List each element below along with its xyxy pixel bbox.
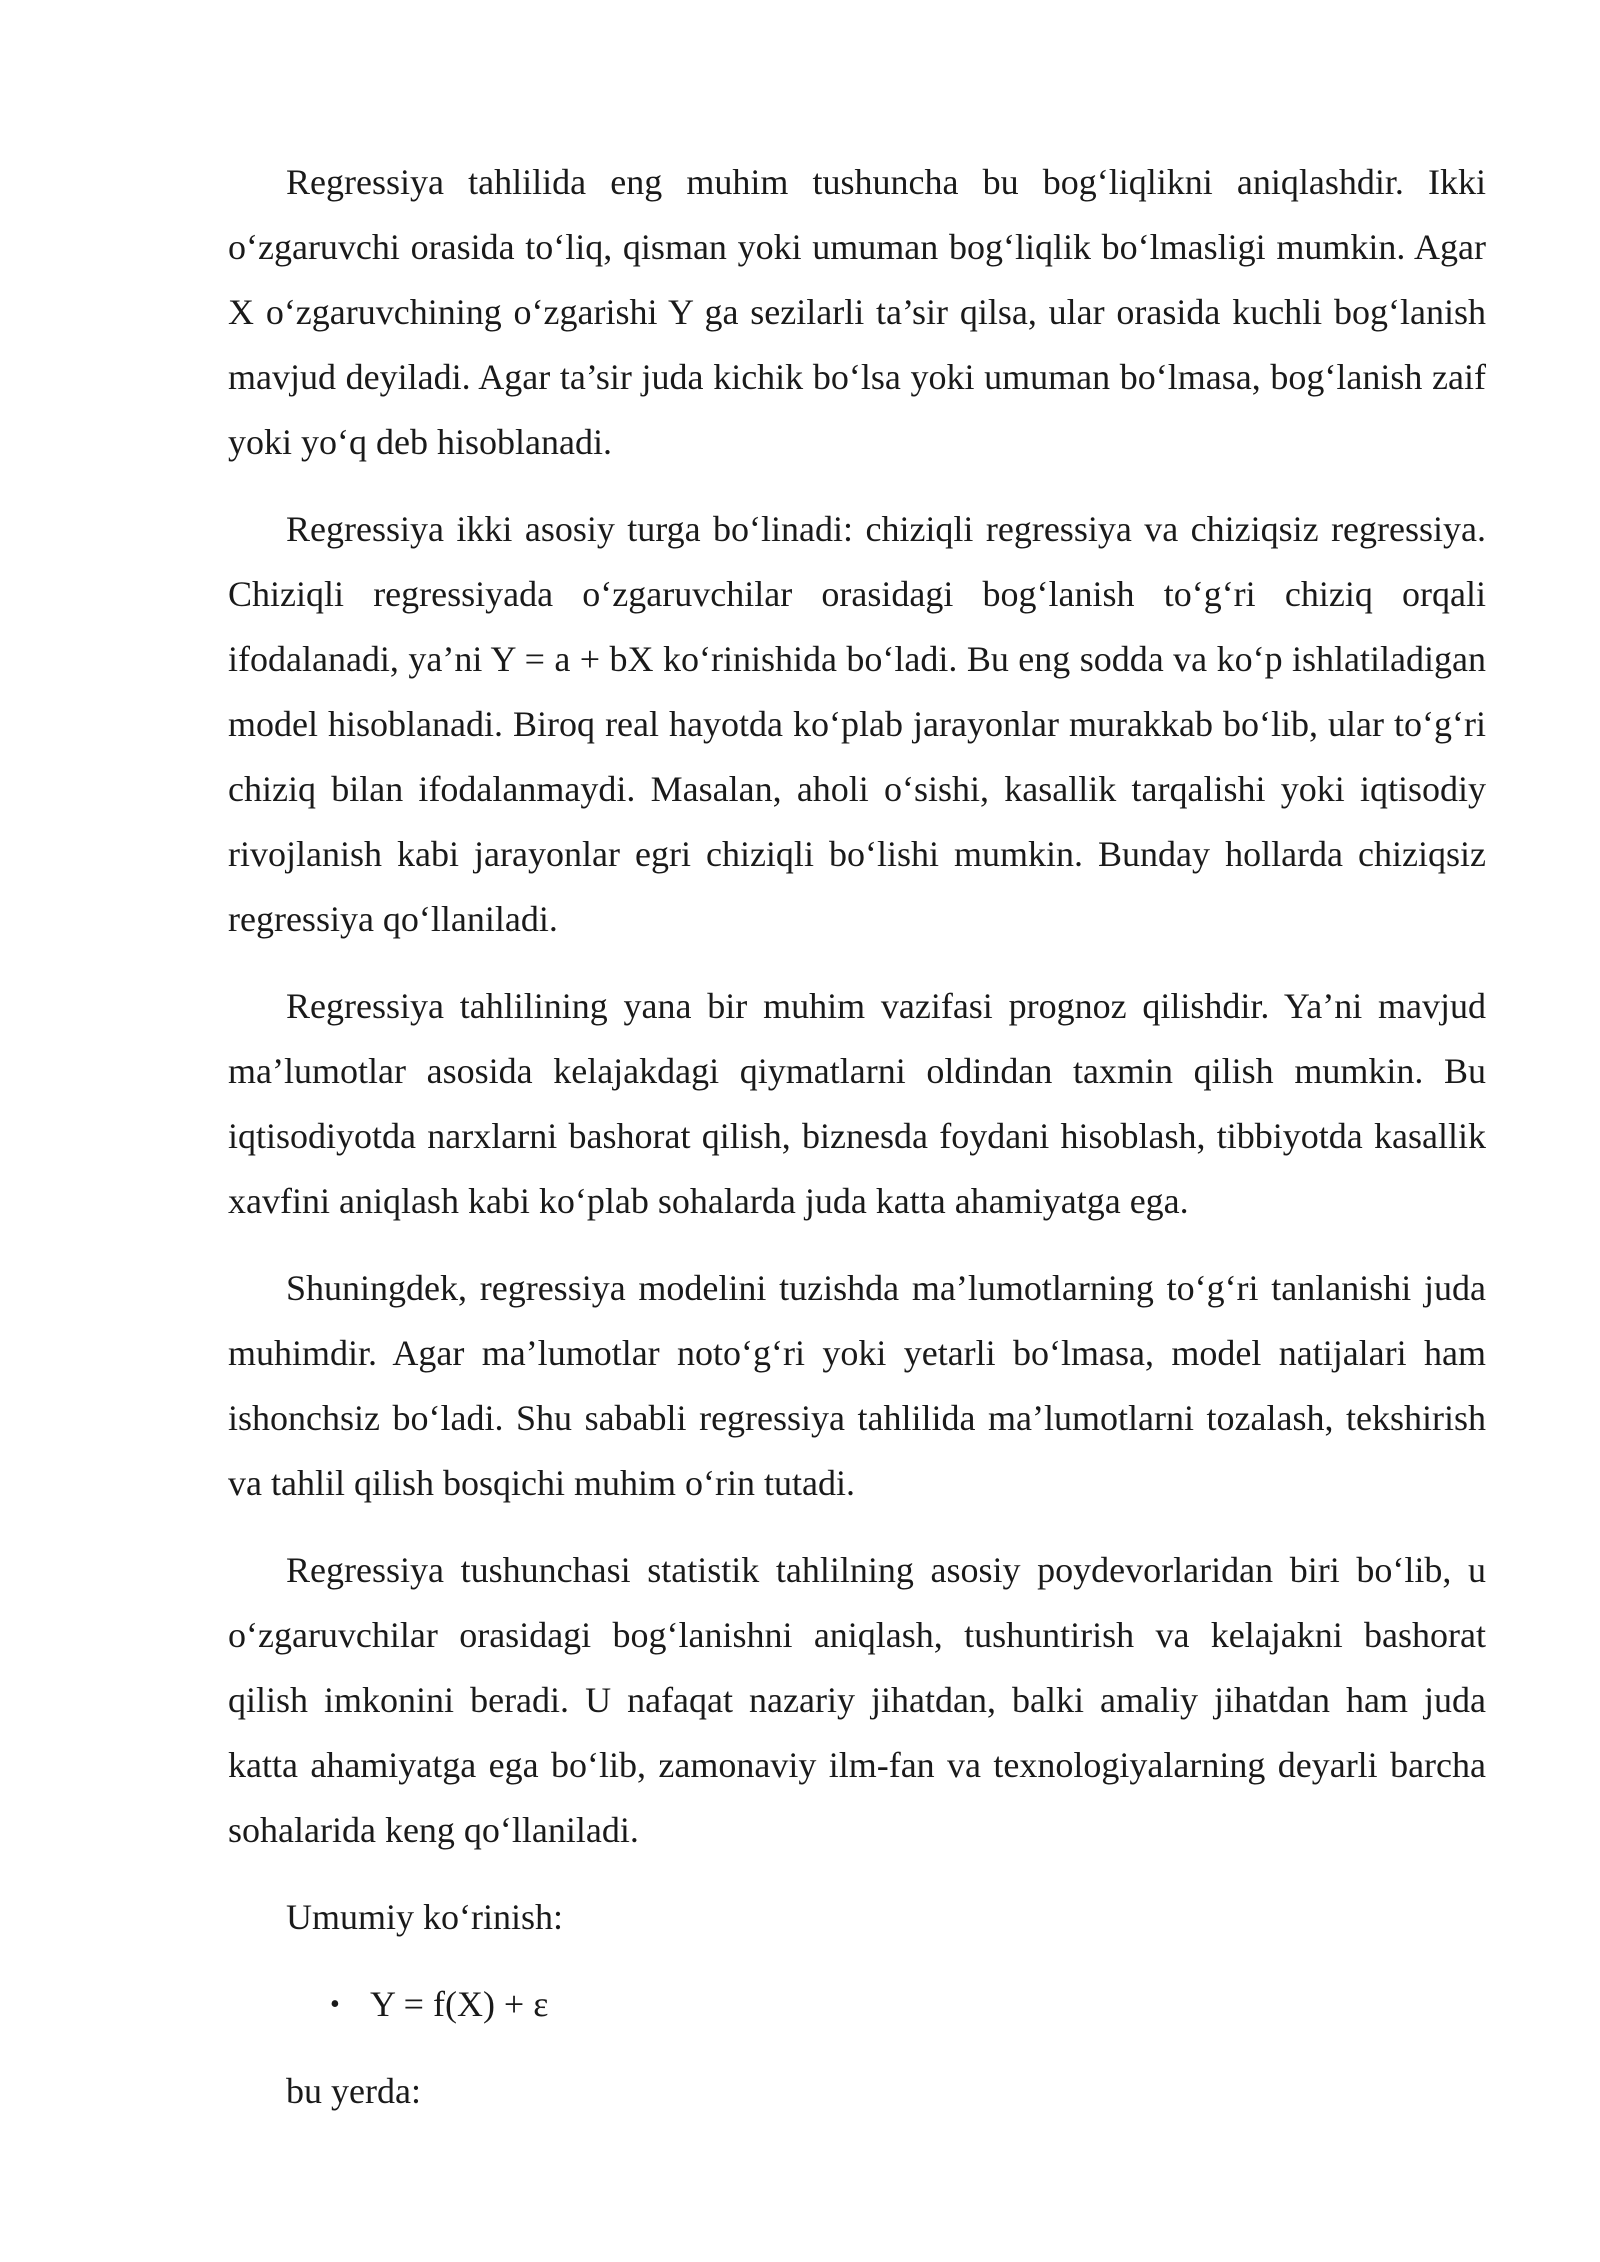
paragraph-dependency: Regressiya tahlilida eng muhim tushuncha bu bog‘liqlikni aniqlashdir. Ikki o‘zgaruvchi orasida to‘liq, qisman yoki umuman bog‘liqlik bo‘lmasligi mumkin. Agar X o‘zgaruvchining o‘zgarishi Y ga sezilarli ta’sir qilsa, ular orasida kuchli bog‘lanish mavjud deyiladi. Agar ta’sir juda kichik bo‘lsa yoki umuman bo‘lmasa, bog‘lanish zaif yoki yo‘q deb hisoblanadi. (228, 162, 1486, 462)
bullet-icon: • (330, 1989, 340, 2020)
formula-text: Y = f(X) + ε (370, 1984, 549, 2024)
paragraph-regression-types: Regressiya ikki asosiy turga bo‘linadi: chiziqli regressiya va chiziqsiz regressiya. Chiziqli regressiyada o‘zgaruvchilar orasidagi bog‘lanish to‘g‘ri chiziq orqali ifodalanadi, ya’ni Y = a + bX ko‘rinishida bo‘ladi. Bu eng sodda va ko‘p ishlatiladigan model hisoblanadi. Biroq real hayotda ko‘plab jarayonlar murakkab bo‘lib, ular to‘g‘ri chiziq bilan ifodalanmaydi. Masalan, aholi o‘sishi, kasallik tarqalishi yoki iqtisodiy rivojlanish kabi jarayonlar egri chiziqli bo‘lishi mumkin. Bunday hollarda chiziqsiz regressiya qo‘llaniladi. (228, 509, 1486, 939)
document-page (228, 150, 1486, 2146)
paragraph-data-selection: Shuningdek, regressiya modelini tuzishda ma’lumotlarning to‘g‘ri tanlanishi juda muhimdir. Agar ma’lumotlar noto‘g‘ri yoki yetarli bo‘lmasa, model natijalari ham ishonchsiz bo‘ladi. Shu sababli regressiya tahlilida ma’lumotlarni tozalash, tekshirish va tahlil qilish bosqichi muhim o‘rin tutadi. (228, 1268, 1486, 1503)
paragraph-forecasting: Regressiya tahlilining yana bir muhim vazifasi prognoz qilishdir. Ya’ni mavjud ma’lumotlar asosida kelajakdagi qiymatlarni oldindan taxmin qilish mumkin. Bu iqtisodiyotda narxlarni bashorat qilish, biznesda foydani hisoblash, tibbiyotda kasallik xavfini aniqlash kabi ko‘plab sohalarda juda katta ahamiyatga ega. (228, 986, 1486, 1221)
formula-item (330, 1972, 1486, 2037)
paragraph-conclusion: Regressiya tushunchasi statistik tahlilning asosiy poydevorlaridan biri bo‘lib, u o‘zgaruvchilar orasidagi bog‘lanishni aniqlash, tushuntirish va kelajakni bashorat qilish imkonini beradi. U nafaqat nazariy jihatdan, balki amaliy jihatdan ham juda katta ahamiyatga ega bo‘lib, zamonaviy ilm-fan va texnologiyalarning deyarli barcha sohalarida keng qo‘llaniladi. (228, 1550, 1486, 1850)
general-form-label: Umumiy ko‘rinish: (286, 1897, 563, 1937)
where-label: bu yerda: (286, 2071, 421, 2111)
formula-list (228, 1972, 1486, 2037)
